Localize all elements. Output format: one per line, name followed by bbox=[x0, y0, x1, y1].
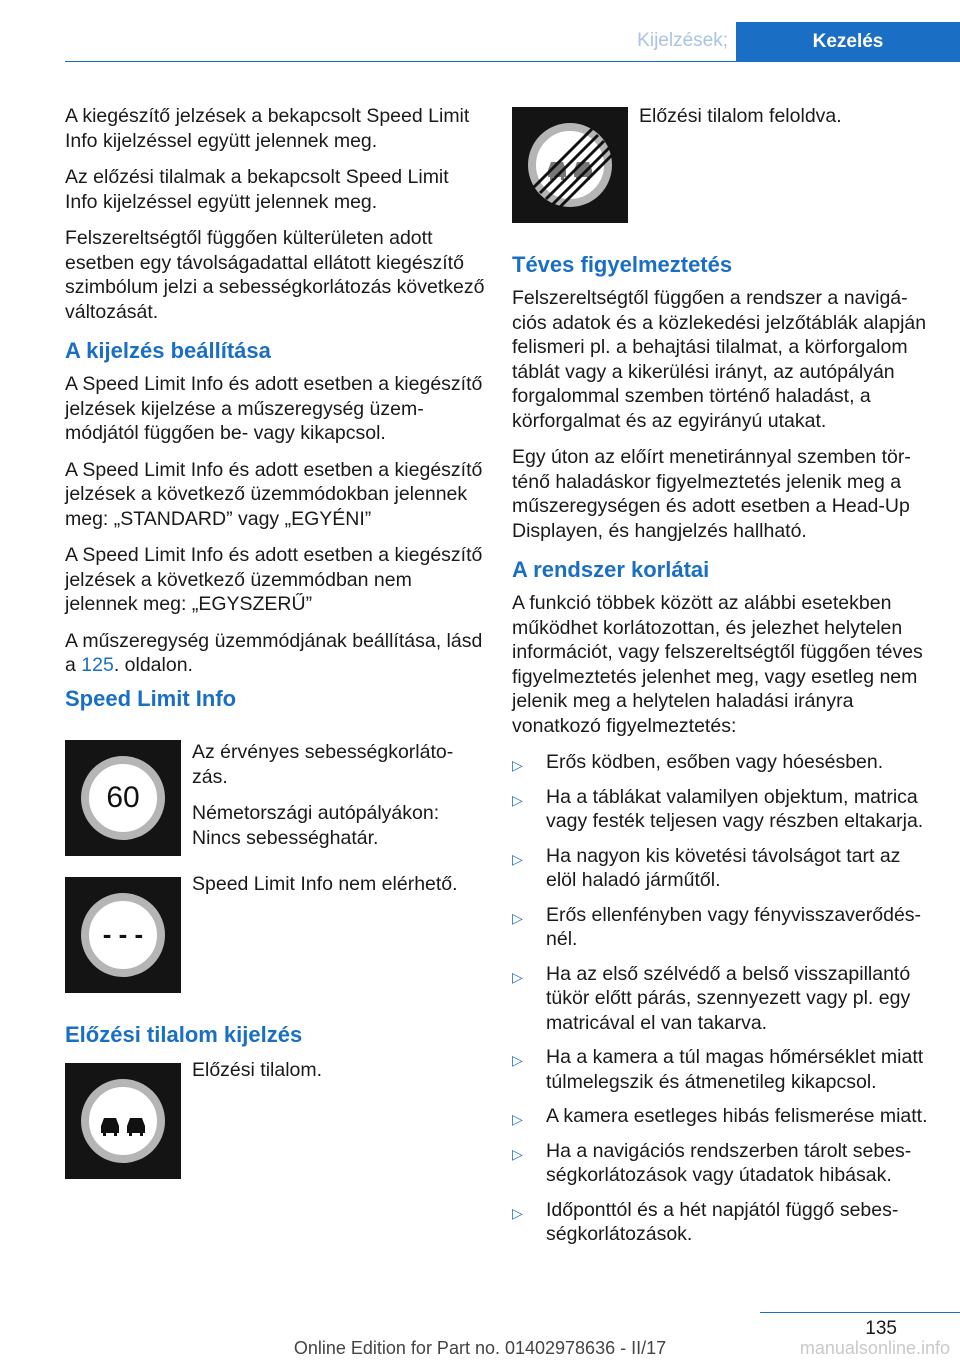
paragraph: Előzési tilalom feloldva. bbox=[639, 105, 842, 127]
list-item-text: A kamera esetleges hibás felismerése miatt. bbox=[546, 1105, 928, 1127]
speed-limit-unavailable-sign-icon bbox=[65, 877, 181, 993]
paragraph: Az előzési tilalmak a bekapcsolt Speed Limit Info kijelzéssel együtt jelennek meg. bbox=[65, 166, 449, 213]
paragraph: A Speed Limit Info és adott esetben a kiegészítő jelzések a következő üzemmódokban jelennek meg: „STANDARD” vagy „EGYÉNI” bbox=[65, 458, 483, 530]
header-chapter-tab: Kezelés bbox=[736, 22, 960, 62]
bullet-triangle-icon: ▷ bbox=[512, 1145, 523, 1162]
list-item-text: Erős ellenfényben vagy fényvisszaverődésnél. bbox=[546, 903, 922, 950]
list-item-text: Erős ködben, esőben vagy hóesésben. bbox=[546, 751, 884, 773]
sign3-description bbox=[192, 1058, 482, 1095]
sign-value: 60 bbox=[106, 781, 140, 814]
list-item bbox=[512, 844, 930, 893]
bullet-triangle-icon: ▷ bbox=[512, 1052, 523, 1068]
paragraph: Németországi autópályákon: Nincs sebességhatár. bbox=[192, 802, 440, 849]
page-link[interactable]: 125 bbox=[81, 654, 114, 676]
no-overtaking-sign-icon bbox=[65, 1063, 181, 1179]
text: . oldalon. bbox=[113, 654, 193, 676]
sign-value: - - - bbox=[102, 919, 144, 949]
speed-limit-60-sign-icon bbox=[65, 740, 181, 856]
header-section-label: Kijelzések; bbox=[637, 30, 728, 51]
paragraph: Az érvényes sebességkorlátozás. bbox=[192, 741, 454, 788]
bullet-triangle-icon: ▷ bbox=[512, 909, 523, 926]
sign1-description bbox=[192, 740, 482, 862]
heading-speed-limit-info: Speed Limit Info bbox=[65, 686, 237, 711]
list-item-text: Ha nagyon kis követési távolságot tart az elöl haladó járműtől. bbox=[546, 844, 901, 891]
paragraph: Speed Limit Info nem elérhető. bbox=[192, 873, 458, 895]
header-divider bbox=[65, 61, 960, 62]
limits-list bbox=[512, 750, 930, 1247]
heading-system-limits: A rendszer korlátai bbox=[512, 557, 710, 582]
page-number: 135 bbox=[865, 1318, 897, 1339]
paragraph: A funkció többek között az alábbi esetekben működhet korlátozottan, és jelezhet helytelen információt, vagy felszereltségtől függően téves figyelmeztetés jelenhet meg, vagy esetleg nem jelenik meg a helytelen haladási irányra vonatkozó figyelmeztetés: bbox=[512, 592, 923, 737]
list-item bbox=[512, 1139, 930, 1188]
paragraph: Felszereltségtől függően külterületen adott esetben egy távolságadattal ellátott kiegészítő szimbólum jelzi a sebességkorlátozás következő változását. bbox=[65, 227, 485, 323]
sign4-description bbox=[639, 104, 929, 141]
paragraph: Egy úton az előírt menetiránnyal szemben történő haladáskor figyelmeztetés jelenik meg a műszeregységen és adott esetben a Head-Up Displayen, és hangjelzés hallható. bbox=[512, 446, 911, 542]
paragraph: A Speed Limit Info és adott esetben a kiegészítő jelzések kijelzése a műszeregység üzemmódjától függően be- vagy kikapcsol. bbox=[65, 373, 483, 444]
list-item bbox=[512, 903, 930, 952]
edition-footer: Online Edition for Part no. 01402978636 - II/17 bbox=[293, 1338, 667, 1358]
bullet-triangle-icon: ▷ bbox=[512, 1111, 523, 1127]
paragraph: A kiegészítő jelzések a bekapcsolt Speed Limit Info kijelzéssel együtt jelennek meg. bbox=[65, 105, 470, 152]
bullet-triangle-icon: ▷ bbox=[512, 968, 523, 985]
list-item bbox=[512, 750, 930, 775]
list-item-text: Ha a kamera a túl magas hőmérséklet miatt túlmelegszik és átmenetileg kikapcsol. bbox=[546, 1046, 924, 1093]
heading-overtaking-display: Előzési tilalom kijelzés bbox=[65, 1022, 303, 1047]
bullet-triangle-icon: ▷ bbox=[512, 757, 523, 773]
list-item bbox=[512, 1104, 930, 1129]
list-item bbox=[512, 785, 930, 834]
paragraph bbox=[65, 629, 485, 678]
paragraph: Előzési tilalom. bbox=[192, 1059, 323, 1081]
right-column bbox=[512, 250, 930, 1257]
sign2-description bbox=[192, 872, 482, 909]
footer-divider bbox=[760, 1312, 960, 1313]
list-item bbox=[512, 962, 930, 1036]
paragraph: A Speed Limit Info és adott esetben a kiegészítő jelzések a következő üzemmódban nem jelennek meg: „EGYSZERŰ” bbox=[65, 544, 483, 615]
paragraph: Felszereltségtől függően a rendszer a navigációs adatok és a közlekedési jelzőtáblák alapján felismeri pl. a behajtási tilalmat, a körforgalom táblát vagy a kikerülési irányt, az autópályán forgalommal szemben történő haladást, a körforgalmat és az egyirányú utakat. bbox=[512, 287, 927, 432]
bullet-triangle-icon: ▷ bbox=[512, 1204, 523, 1221]
bullet-triangle-icon: ▷ bbox=[512, 791, 523, 808]
list-item-text: Időponttól és a hét napjától függő sebességkorlátozások. bbox=[546, 1198, 899, 1245]
heading-false-warning: Téves figyelmeztetés bbox=[512, 252, 733, 277]
watermark: manualsonline.info bbox=[799, 1338, 950, 1358]
end-of-no-overtaking-sign-icon bbox=[512, 107, 628, 223]
left-column-top bbox=[65, 104, 485, 690]
list-item-text: Ha a táblákat valamilyen objektum, matrica vagy festék teljesen vagy részben eltakarja. bbox=[546, 785, 924, 832]
list-item-text: Ha a navigációs rendszerben tárolt sebességkorlátozások vagy útadatok hibásak. bbox=[546, 1139, 912, 1186]
list-item-text: Ha az első szélvédő a belső visszapillantó tükör előtt párás, szennyezett vagy pl. egy matricával el van takarva. bbox=[546, 962, 911, 1034]
bullet-triangle-icon: ▷ bbox=[512, 850, 523, 867]
list-item bbox=[512, 1045, 930, 1094]
list-item bbox=[512, 1198, 930, 1247]
text: A műszeregység üzemmódjának beállítása, lásd a bbox=[65, 629, 483, 676]
heading-display-settings: A kijelzés beállítása bbox=[65, 338, 271, 363]
